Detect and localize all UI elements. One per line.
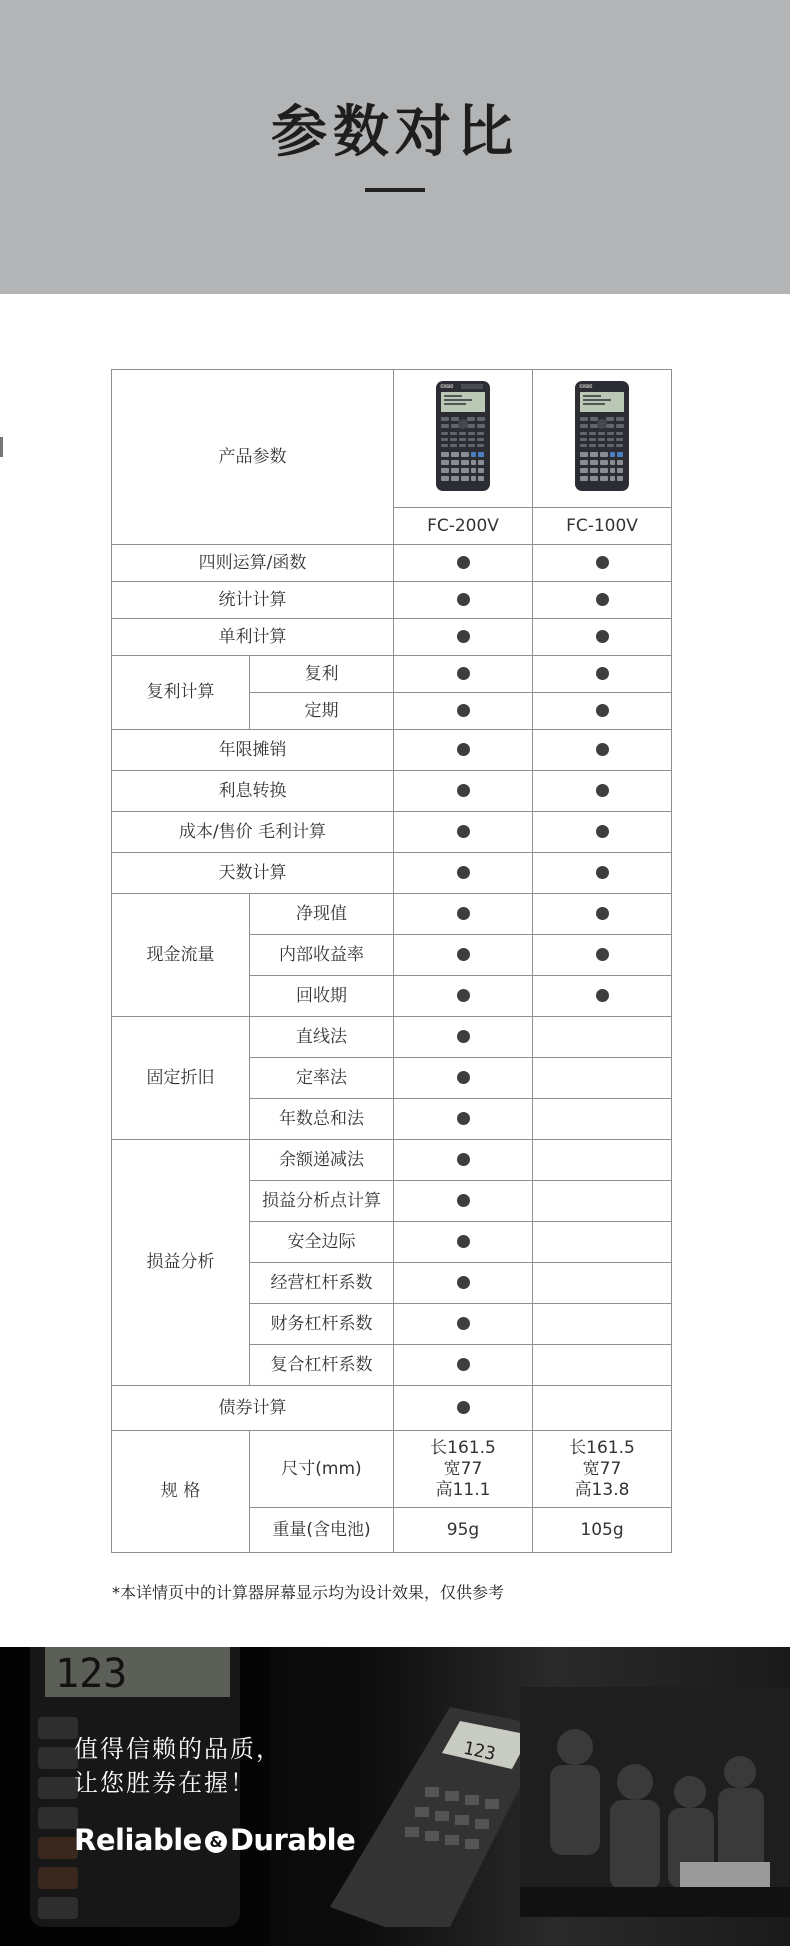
sub-label: 内部收益率 — [250, 935, 394, 976]
supported-dot — [457, 704, 470, 717]
supported-dot — [596, 667, 609, 680]
sub-label: 直线法 — [250, 1017, 394, 1058]
comparison-table-wrapper — [111, 369, 671, 1553]
supported-dot — [596, 907, 609, 920]
supported-dot — [457, 1194, 470, 1207]
brand-banner — [0, 1647, 790, 1946]
empty-cell — [533, 1058, 672, 1099]
sub-label: 安全边际 — [250, 1222, 394, 1263]
supported-dot — [457, 1153, 470, 1166]
row-label: 单利计算 — [112, 619, 394, 656]
supported-dot — [596, 743, 609, 756]
svg-text:CASIO: CASIO — [580, 384, 593, 389]
group-label: 损益分析 — [112, 1140, 250, 1386]
weight-fc100v: 105g — [533, 1508, 672, 1553]
empty-cell — [533, 1345, 672, 1386]
sub-label: 回收期 — [250, 976, 394, 1017]
title-underline — [365, 188, 425, 192]
product-image-fc200v — [394, 370, 533, 508]
calculator-icon — [574, 380, 630, 492]
model-name-fc200v: FC-200V — [394, 508, 533, 545]
edge-marker — [0, 437, 3, 457]
supported-dot — [457, 593, 470, 606]
length-value: 长161.5 — [430, 1437, 496, 1458]
row-label: 统计计算 — [112, 582, 394, 619]
header-banner — [0, 0, 790, 294]
sub-label: 经营杠杆系数 — [250, 1263, 394, 1304]
supported-dot — [596, 784, 609, 797]
empty-cell — [533, 1263, 672, 1304]
empty-cell — [533, 1304, 672, 1345]
supported-dot — [596, 948, 609, 961]
size-label: 尺寸(mm) — [250, 1431, 394, 1508]
sub-label: 财务杠杆系数 — [250, 1304, 394, 1345]
weight-fc200v: 95g — [394, 1508, 533, 1553]
empty-cell — [533, 1181, 672, 1222]
supported-dot — [457, 630, 470, 643]
supported-dot — [457, 866, 470, 879]
sub-label: 损益分析点计算 — [250, 1181, 394, 1222]
supported-dot — [457, 1071, 470, 1084]
supported-dot — [457, 1112, 470, 1125]
height-value: 高13.8 — [574, 1479, 630, 1500]
slogan-line-1: 值得信赖的品质， — [74, 1735, 282, 1763]
vintage-people-photo — [520, 1687, 790, 1917]
supported-dot — [596, 593, 609, 606]
page-title: 参数对比 — [271, 100, 519, 165]
sub-label: 余额递减法 — [250, 1140, 394, 1181]
supported-dot — [457, 1317, 470, 1330]
supported-dot — [457, 989, 470, 1002]
group-label: 复利计算 — [112, 656, 250, 730]
sub-label: 定期 — [250, 693, 394, 730]
model-name-fc100v: FC-100V — [533, 508, 672, 545]
row-label: 利息转换 — [112, 771, 394, 812]
supported-dot — [596, 866, 609, 879]
empty-cell — [533, 1386, 672, 1431]
brand-word-reliable: Reliable — [74, 1823, 202, 1857]
comparison-table — [111, 369, 672, 1553]
slogan-line-2: 让您胜券在握！ — [74, 1769, 256, 1797]
supported-dot — [457, 825, 470, 838]
calculator-icon — [435, 380, 491, 492]
supported-dot — [457, 1276, 470, 1289]
supported-dot — [457, 743, 470, 756]
size-fc100v — [533, 1431, 672, 1508]
row-label: 四则运算/函数 — [112, 545, 394, 582]
sub-label: 定率法 — [250, 1058, 394, 1099]
height-value: 高11.1 — [435, 1479, 491, 1500]
row-label: 成本/售价 毛利计算 — [112, 812, 394, 853]
brand-tagline — [74, 1823, 355, 1857]
row-label: 债券计算 — [112, 1386, 394, 1431]
param-header-cell: 产品参数 — [112, 370, 394, 545]
row-label: 年限摊销 — [112, 730, 394, 771]
supported-dot — [457, 1401, 470, 1414]
row-label: 天数计算 — [112, 853, 394, 894]
supported-dot — [457, 907, 470, 920]
supported-dot — [596, 989, 609, 1002]
empty-cell — [533, 1222, 672, 1263]
empty-cell — [533, 1099, 672, 1140]
width-value: 宽77 — [443, 1458, 483, 1479]
supported-dot — [457, 1235, 470, 1248]
group-label: 现金流量 — [112, 894, 250, 1017]
size-fc200v — [394, 1431, 533, 1508]
supported-dot — [457, 1358, 470, 1371]
empty-cell — [533, 1140, 672, 1181]
supported-dot — [596, 704, 609, 717]
sub-label: 年数总和法 — [250, 1099, 394, 1140]
weight-label: 重量(含电池) — [250, 1508, 394, 1553]
sub-label: 复利 — [250, 656, 394, 693]
group-label: 固定折旧 — [112, 1017, 250, 1140]
supported-dot — [596, 556, 609, 569]
svg-text:123: 123 — [461, 1737, 498, 1766]
ampersand-badge: & — [205, 1831, 227, 1853]
supported-dot — [457, 784, 470, 797]
svg-text:CASIO: CASIO — [441, 384, 454, 389]
svg-text:123: 123 — [55, 1651, 128, 1697]
sub-label: 净现值 — [250, 894, 394, 935]
supported-dot — [457, 556, 470, 569]
supported-dot — [457, 948, 470, 961]
width-value: 宽77 — [582, 1458, 622, 1479]
disclaimer-note: *本详情页中的计算器屏幕显示均为设计效果，仅供参考 — [112, 1583, 505, 1602]
supported-dot — [596, 630, 609, 643]
brand-word-durable: Durable — [229, 1823, 356, 1857]
product-image-fc100v — [533, 370, 672, 508]
sub-label: 复合杠杆系数 — [250, 1345, 394, 1386]
supported-dot — [596, 825, 609, 838]
supported-dot — [457, 667, 470, 680]
length-value: 长161.5 — [569, 1437, 635, 1458]
spec-label: 规 格 — [112, 1431, 250, 1553]
supported-dot — [457, 1030, 470, 1043]
empty-cell — [533, 1017, 672, 1058]
